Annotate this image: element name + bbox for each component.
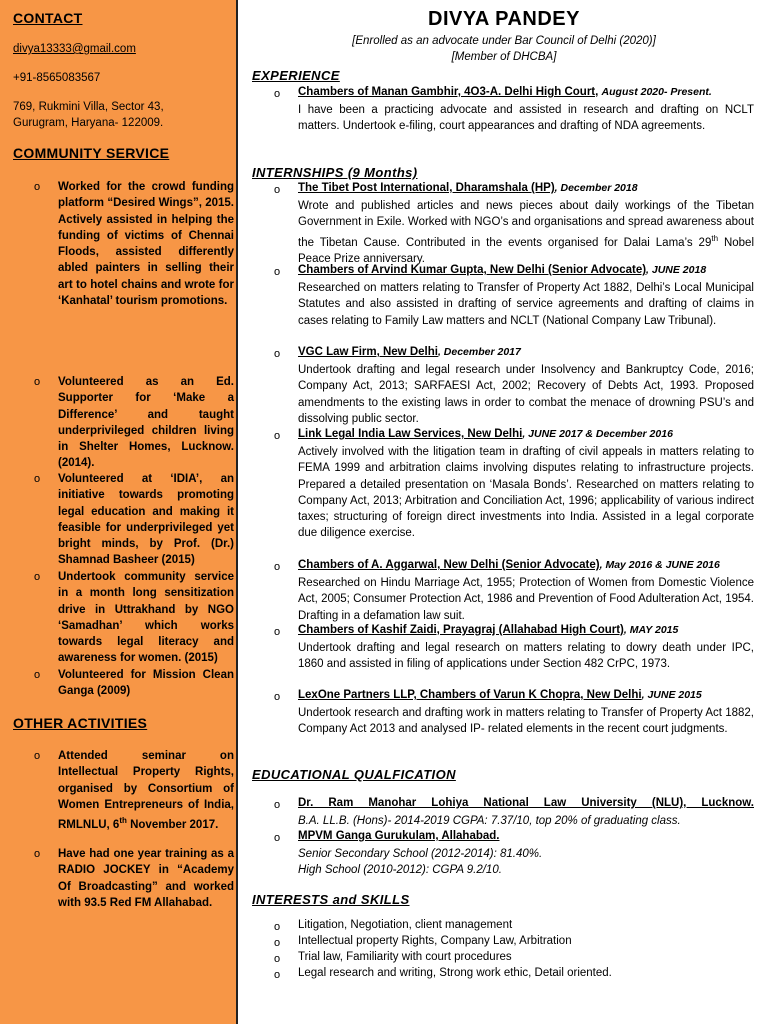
internship-heading-1: The Tibet Post International, Dharamshala (HP), December 2018 <box>298 182 638 194</box>
bullet-icon: o <box>34 181 41 193</box>
address-line-2: Gurugram, Haryana- 122009. <box>13 117 164 129</box>
bullet-icon: o <box>274 266 281 278</box>
community-item-2: Volunteered as an Ed. Supporter for ‘Make a Difference’ and taught underprivileged children living in Shelter Homes, Lucknow. (2014). <box>58 376 234 470</box>
internship-heading-3: VGC Law Firm, New Delhi, December 2017 <box>298 346 521 358</box>
main-column <box>244 0 764 1024</box>
experience-body: I have been a practicing advocate and assisted in research and drafting on NCLT matters. Undertook e-filing, court appearances and drafting of NDA agreements. <box>298 104 754 133</box>
internship-heading-5: Chambers of A. Aggarwal, New Delhi (Senior Advocate), May 2016 & JUNE 2016 <box>298 559 720 571</box>
address-line-1: 769, Rukmini Villa, Sector 43, <box>13 101 164 113</box>
education-detail-2a: Senior Secondary School (2012-2014): 81.40%. <box>298 848 543 860</box>
community-item-1: Worked for the crowd funding platform “Desired Wings”, 2015. Actively assisted in helping the funding of victims of Chennai Floods, assisted differently abled painters in selling their art to hotel chains and wrote for ‘Kanhatal’ tourism promotions. <box>58 181 234 308</box>
other-item-2: Have had one year training as a RADIO JOCKEY in “Academy Of Broadcasting” and worked with 93.5 Red FM Allahabad. <box>58 848 234 909</box>
experience-heading: Chambers of Manan Gambhir, 4O3-A. Delhi High Court, August 2020- Present. <box>298 86 712 98</box>
community-item-5: Volunteered for Mission Clean Ganga (2009) <box>58 669 234 698</box>
bullet-icon: o <box>274 626 281 638</box>
bullet-icon: o <box>34 473 41 485</box>
phone-number: +91-8565083567 <box>13 72 101 84</box>
internship-heading-7: LexOne Partners LLP, Chambers of Varun K Chopra, New Delhi, JUNE 2015 <box>298 689 702 701</box>
community-item-3: Volunteered at ‘IDIA’, an initiative towards promoting legal education and making it feasible for underprivileged yet bright minds, by Prof. (Dr.) Shamnad Basheer (2015) <box>58 473 234 567</box>
internship-body-5: Researched on Hindu Marriage Act, 1955; Protection of Women from Domestic Violence Act, 2005; Consumer Protection Act, 1986 and Prevention of Food Adulteration Act, 1954. Drafting in a defamation law suit. <box>298 577 754 622</box>
membership-line: [Member of DHCBA] <box>451 51 557 63</box>
bullet-icon: o <box>274 691 281 703</box>
bullet-icon: o <box>274 430 281 442</box>
internship-body-1: Wrote and published articles and news pieces about daily workings of the Tibetan Government in Exile. Worked with NGO’s and organisations and spread awareness about the Tibetan Cause. Contributed in the events organised for Dalai Lama’s 29th Nobel Peace Prize anniversary. <box>298 200 754 265</box>
bullet-icon: o <box>34 848 41 860</box>
internships-title: INTERNSHIPS (9 Months) <box>252 165 418 180</box>
internship-body-3: Undertook drafting and legal research under Insolvency and Bankruptcy Code, 2016; Company Act, 2013; SARFAESI Act, 2002; Recovery of Debts Act, 1993. Proposed amendments to the existing laws in order to combat the menace of drowning PSU’s and dissolving public sector. <box>298 364 754 425</box>
skill-item-3: Trial law, Familiarity with court procedures <box>298 951 512 963</box>
bullet-icon: o <box>34 669 41 681</box>
internship-heading-2: Chambers of Arvind Kumar Gupta, New Delhi (Senior Advocate), JUNE 2018 <box>298 264 707 276</box>
internship-heading-4: Link Legal India Law Services, New Delhi, JUNE 2017 & December 2016 <box>298 428 673 440</box>
bullet-icon: o <box>274 88 281 100</box>
internship-body-7: Undertook research and drafting work in matters relating to Transfer of Property Act 1882, Company Act 2013 and analysed IP- related elements in the recent court judgments. <box>298 707 754 736</box>
contact-title: CONTACT <box>13 10 83 26</box>
internship-body-4: Actively involved with the litigation team in drafting of civil appeals in matters relating to FEMA 1999 and arbitration claims involving disputes relating to infrastructure projects. Prepared a detailed presentation on ‘Masala Bonds’. Researched on matters relating to Company Act, 2013; Arbitration and Conciliation Act, 1996; applicability of various indirect taxes; structuring of foreign direct investments into India. Assisted in a legal corporate due diligence exercise. <box>298 446 754 540</box>
other-activities-title: OTHER ACTIVITIES <box>13 715 148 731</box>
internship-body-6: Undertook drafting and legal research on matters relating to dowry death under IPC, 1860 and assisted in filing of applications under Section 482 CrPC, 1973. <box>298 642 754 671</box>
skill-item-2: Intellectual property Rights, Company Law, Arbitration <box>298 935 572 947</box>
education-detail-2b: High School (2010-2012): CGPA 9.2/10. <box>298 864 502 876</box>
bullet-icon: o <box>34 376 41 388</box>
bullet-icon: o <box>274 937 281 949</box>
bullet-icon: o <box>274 953 281 965</box>
bullet-icon: o <box>274 561 281 573</box>
bullet-icon: o <box>274 348 281 360</box>
candidate-name: DIVYA PANDEY <box>428 8 580 30</box>
skill-item-4: Legal research and writing, Strong work ethic, Detail oriented. <box>298 967 612 979</box>
experience-title: EXPERIENCE <box>252 68 340 83</box>
bullet-icon: o <box>274 969 281 981</box>
other-item-1: Attended seminar on Intellectual Property Rights, organised by Consortium of Women Entrepreneurs of India, RMLNLU, 6th November 2017. <box>58 750 234 832</box>
bullet-icon: o <box>274 832 281 844</box>
skill-item-1: Litigation, Negotiation, client management <box>298 919 513 931</box>
enrollment-line: [Enrolled as an advocate under Bar Council of Delhi (2020)] <box>352 35 656 47</box>
email-link[interactable]: divya13333@gmail.com <box>13 43 136 55</box>
bullet-icon: o <box>34 571 41 583</box>
bullet-icon: o <box>274 921 281 933</box>
community-item-4: Undertook community service in a month long sensitization drive in Uttrakhand by NGO ‘Samadhan’ which works towards legal literacy and awareness for women. (2015) <box>58 571 234 665</box>
education-heading-1: Dr. Ram Manohar Lohiya National Law University (NLU), Lucknow. <box>298 797 754 809</box>
education-heading-2: MPVM Ganga Gurukulam, Allahabad. <box>298 830 500 842</box>
sidebar <box>0 0 238 1024</box>
community-service-title: COMMUNITY SERVICE <box>13 145 170 161</box>
skills-title: INTERESTS and SKILLS <box>252 892 410 907</box>
bullet-icon: o <box>274 184 281 196</box>
education-detail-1: B.A. LL.B. (Hons)- 2014-2019 CGPA: 7.37/10, top 20% of graduating class. <box>298 815 681 827</box>
internship-heading-6: Chambers of Kashif Zaidi, Prayagraj (Allahabad High Court), MAY 2015 <box>298 624 679 636</box>
bullet-icon: o <box>34 750 41 762</box>
internship-body-2: Researched on matters relating to Transfer of Property Act 1882, Delhi’s Local Municipal Statutes and also assisted in drafting of service agreements and drafting of claims in cases relating to Family Law matters and NCLT (National Company Law Tribunal). <box>298 282 754 327</box>
education-title: EDUCATIONAL QUALFICATION <box>252 767 456 782</box>
bullet-icon: o <box>274 799 281 811</box>
